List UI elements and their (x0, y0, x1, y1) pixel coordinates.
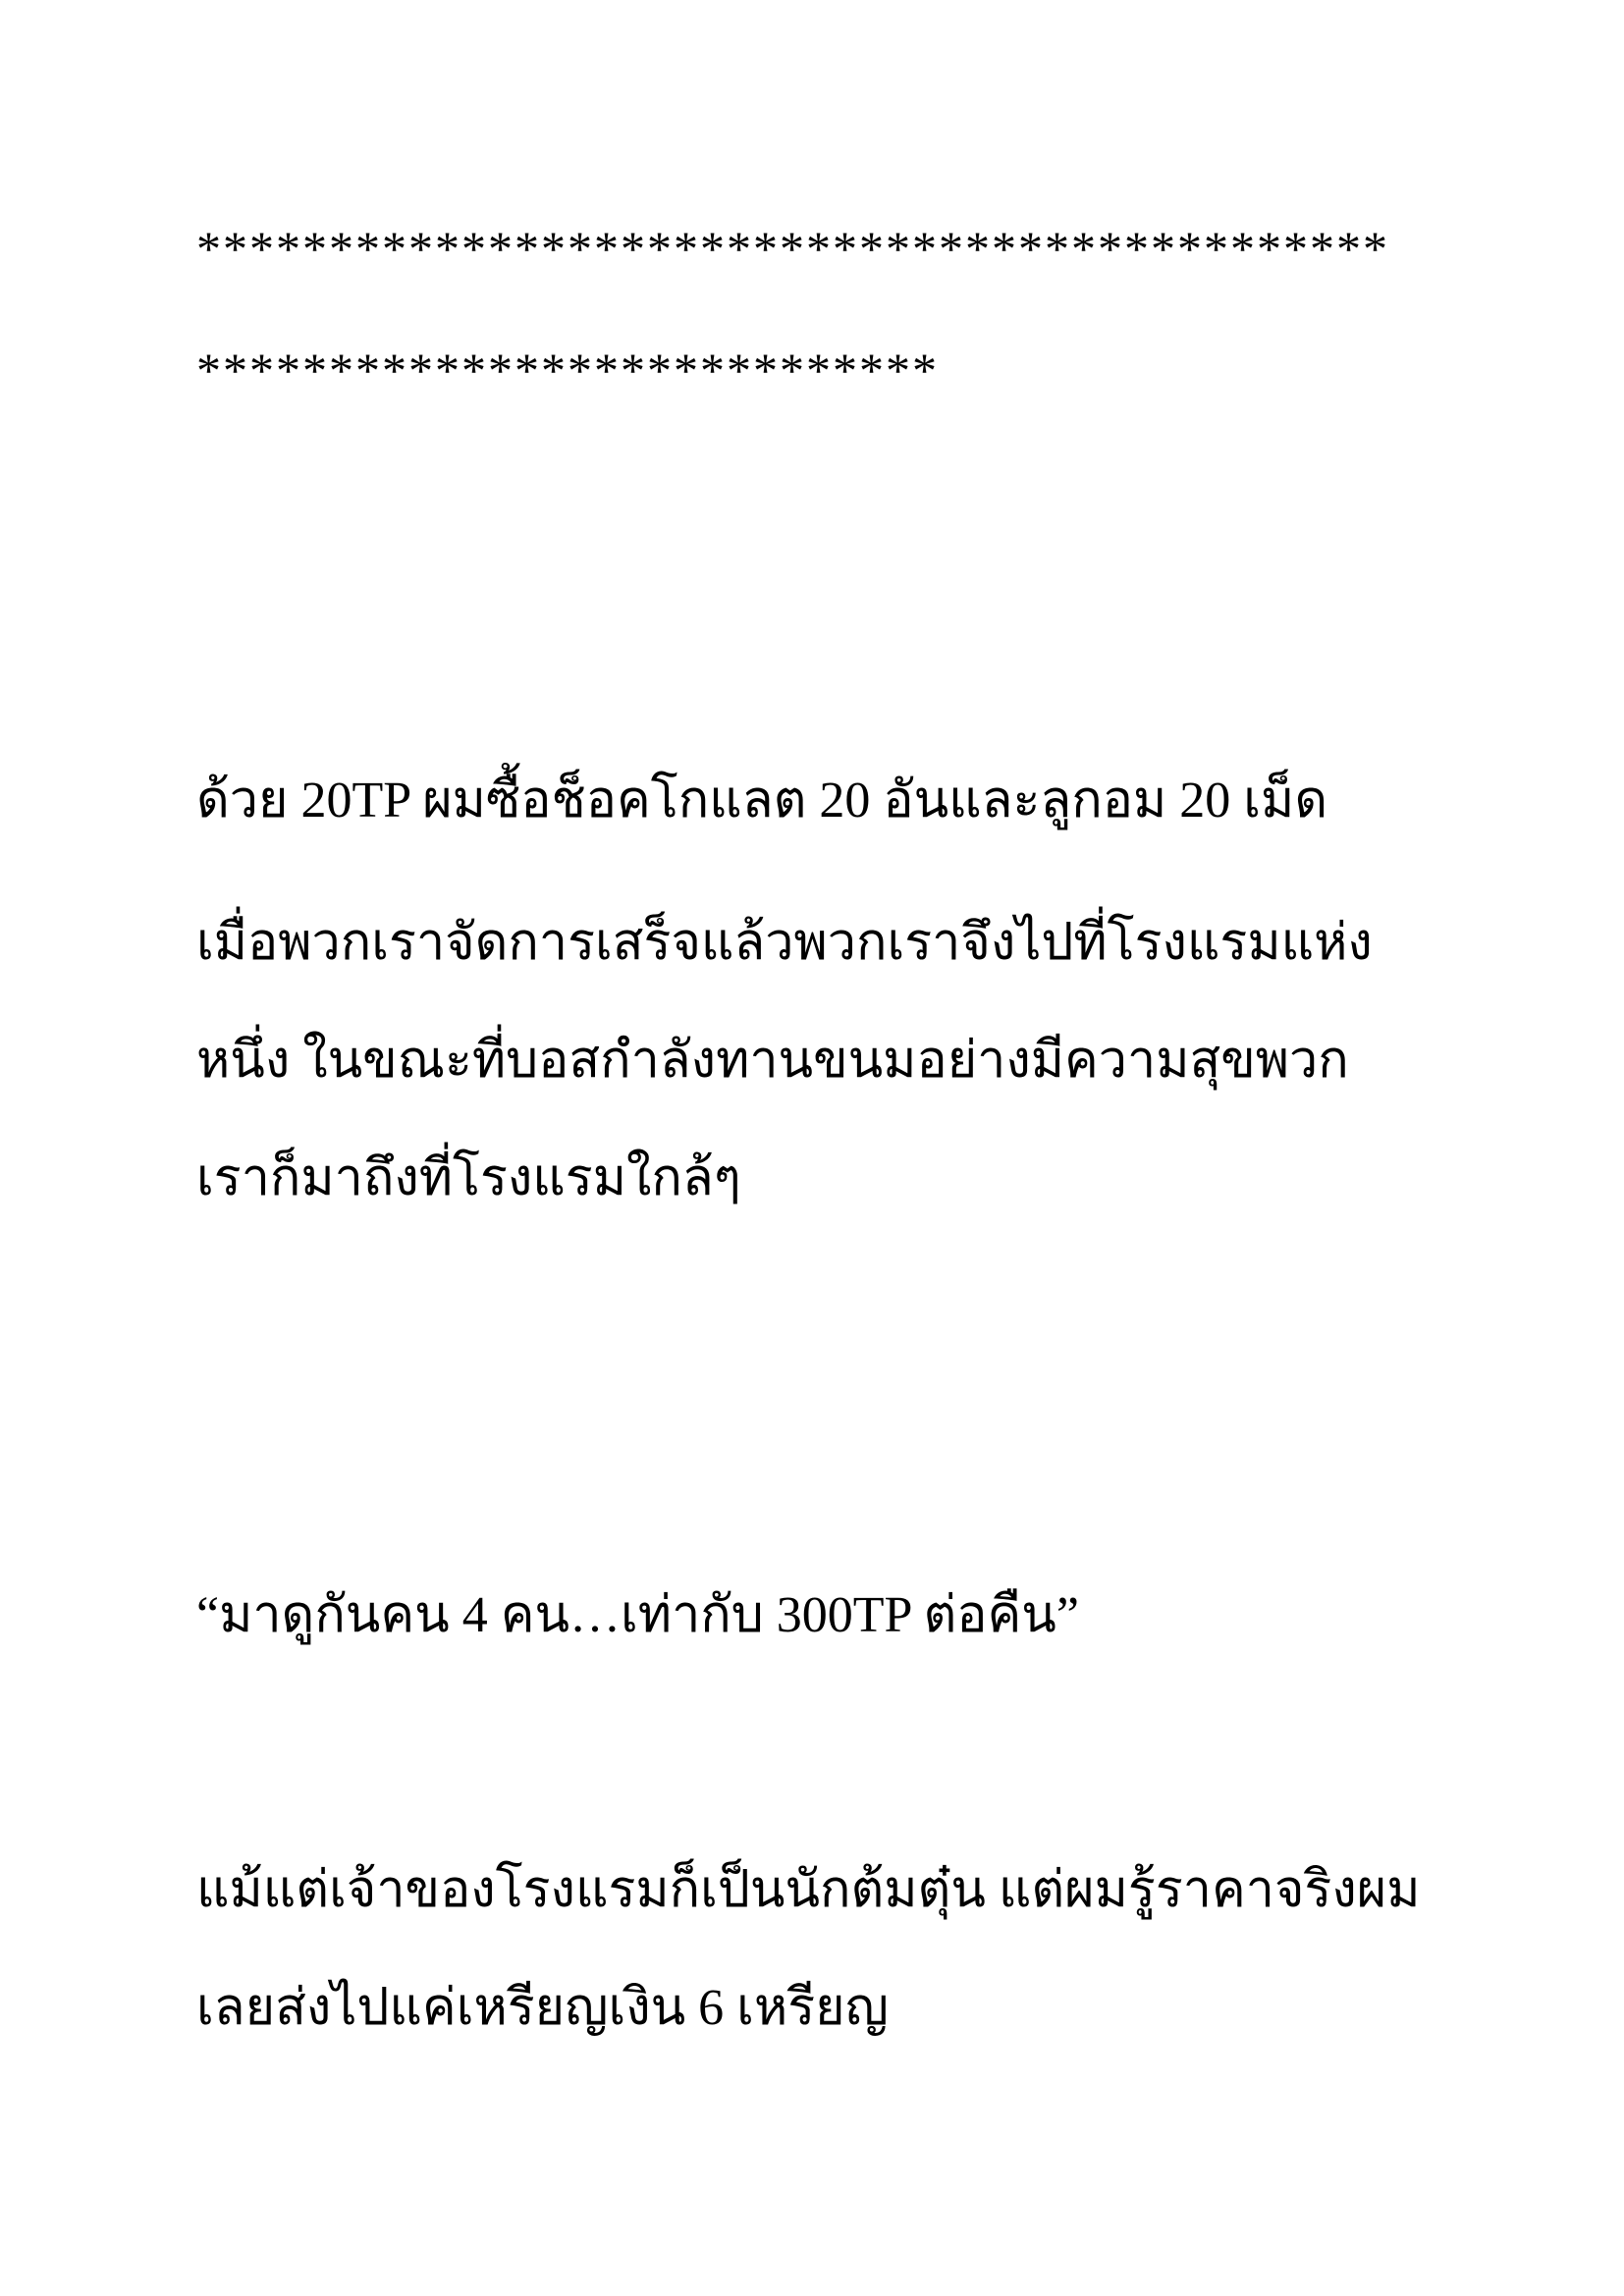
paragraph-1-line-4: เราก็มาถึงที่โรงแรมใกล้ๆ (196, 1150, 741, 1206)
paragraph-2-line-2: เลยส่งไปแค่เหรียญเงิน 6 เหรียญ (196, 1980, 889, 2036)
paragraph-1-line-1: ด้วย 20TP ผมซื้อช็อคโกแลต 20 อันและลูกอม 20 เม็ด (196, 773, 1328, 828)
dialogue-line: “มาดูกันคน 4 คน…เท่ากับ 300TP ต่อคืน” (196, 1587, 1079, 1643)
separator-line-2: **************************** (196, 343, 939, 398)
separator-line-1: ********************************************* (196, 221, 1389, 276)
paragraph-2-line-1: แม้แต่เจ้าของโรงแรมก็เป็นนักต้มตุ๋น แต่ผมรู้ราคาจริงผม (196, 1862, 1421, 1918)
paragraph-1-line-2: เมื่อพวกเราจัดการเสร็จแล้วพวกเราจึงไปที่โรงแรมแห่ง (196, 915, 1373, 971)
paragraph-1-line-3: หนึ่ง ในขณะที่บอสกำลังทานขนมอย่างมีความสุขพวก (196, 1033, 1349, 1089)
